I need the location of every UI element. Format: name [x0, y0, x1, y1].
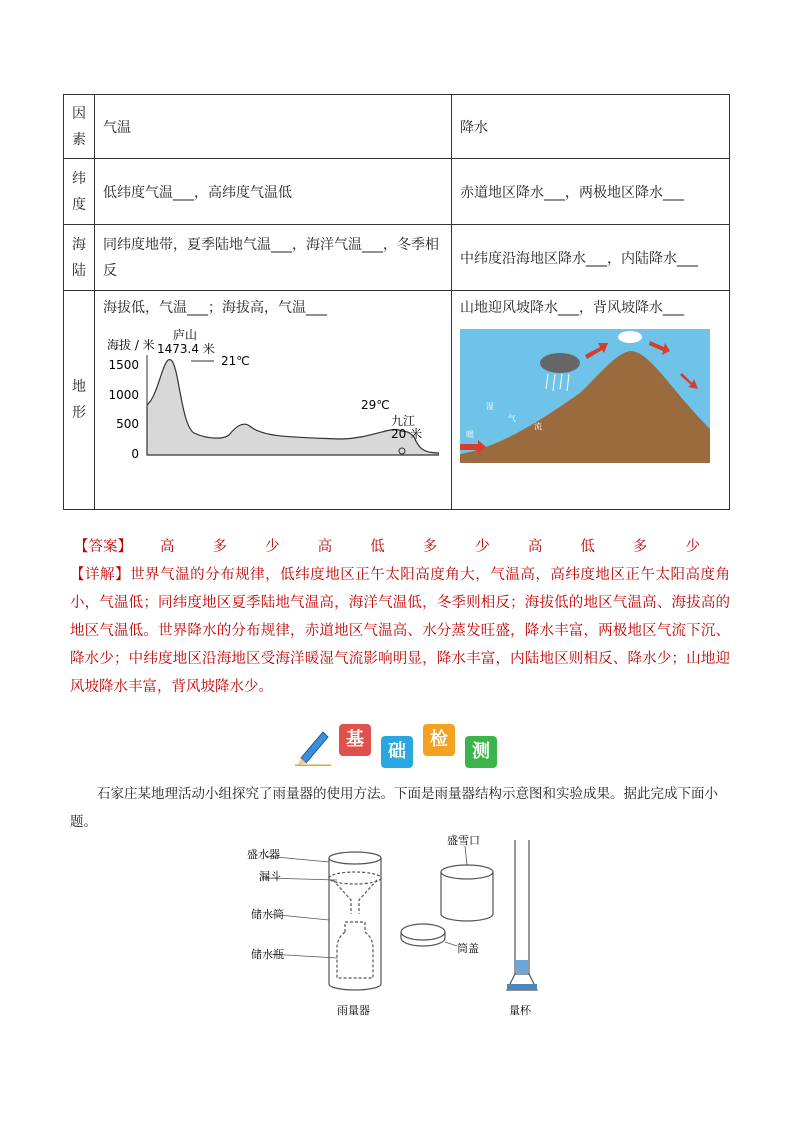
title-char: 检: [423, 724, 455, 756]
answer-word: 高: [317, 539, 333, 555]
row-temp: 低纬度气温___，高纬度气温低: [95, 159, 452, 225]
water-level: [516, 960, 528, 974]
peak-height: 1473.4 米: [157, 342, 215, 356]
answer-label: 【答案】: [74, 539, 132, 555]
row-temp: 海拔低，气温___；海拔高，气温___: [103, 300, 327, 316]
answer-word: 高: [160, 539, 175, 555]
answer-word: 少: [265, 539, 280, 555]
gauge-label: 漏斗: [259, 870, 281, 883]
row-temp: 同纬度地带，夏季陆地气温___，海洋气温___，冬季相反: [95, 225, 452, 291]
flow-label: 暖: [466, 430, 474, 439]
answer-word: 多: [632, 539, 648, 555]
flow-label: 湿: [486, 402, 494, 411]
row-factor: 纬度: [64, 159, 95, 225]
answer-word: 多: [422, 539, 438, 555]
row-precip: 山地迎风坡降水___，背风坡降水___: [460, 300, 684, 316]
gauge-label: 储水瓶: [251, 948, 284, 961]
snow-mouth-label: 盛雪口: [447, 834, 480, 847]
factor-table: [63, 94, 730, 510]
ytick: 500: [116, 417, 139, 431]
answer-word: 少: [475, 539, 490, 555]
header-precip: 降水: [452, 95, 730, 159]
answer-word: 低: [580, 539, 595, 555]
header-factor: 因素: [64, 95, 95, 159]
gauge-caption: 雨量器: [337, 1004, 370, 1017]
flow-label: 气: [508, 414, 516, 423]
low-name: 九江: [391, 414, 416, 428]
flow-label: 流: [534, 422, 542, 431]
rain-gauge-diagram: [245, 832, 585, 1022]
answer-word: 少: [685, 539, 700, 555]
gauge-label: 盛水器: [247, 848, 280, 861]
answer-word: 低: [370, 539, 385, 555]
detail-text: 世界气温的分布规律，低纬度地区正午太阳高度角大，气温高，高纬度地区正午太阳高度角小，气温低；同纬度地区夏季陆地气温高，海洋气温低，冬季则相反；海拔低的地区气温高、海拔高的地区气温低。世界降水的分布规律，赤道地区气温高、水分蒸发旺盛，降水丰富，两极地区气流下沉、降水少；中纬度地区沿海地区受海洋暖湿气流影响明显，降水丰富，内陆地区则相反、降水少；山地迎风坡降水丰富，背风坡降水少。: [70, 567, 730, 695]
row-factor: 地形: [64, 291, 95, 510]
ytick: 0: [131, 447, 139, 461]
peak-name: 庐山: [173, 328, 198, 342]
mountain-diagram: [460, 329, 710, 463]
title-char: 基: [339, 724, 371, 756]
lid-label: 筒盖: [457, 942, 479, 955]
question-intro: 石家庄某地理活动小组探究了雨量器的使用方法。下面是雨量器结构示意图和实验成果。据此完成下面小题。: [70, 786, 718, 830]
ytick: 1000: [108, 388, 139, 402]
pencil-icon: [295, 726, 331, 766]
detail-paragraph: [70, 561, 730, 701]
row-precip: 赤道地区降水___，两极地区降水___: [452, 159, 730, 225]
rain-cloud: [540, 353, 580, 373]
elevation-chart: [99, 325, 439, 505]
row-precip: 中纬度沿海地区降水___，内陆降水___: [452, 225, 730, 291]
cup-label: 量杯: [509, 1004, 531, 1017]
header-temp: 气温: [95, 95, 452, 159]
terrain-temp-cell: [95, 291, 452, 510]
chart-ylabel: 海拔 / 米: [107, 338, 155, 352]
detail-label: 【详解】: [70, 567, 131, 583]
title-char: 测: [465, 736, 497, 768]
cloud: [618, 331, 642, 343]
ytick: 1500: [108, 358, 139, 372]
answer-word: 多: [212, 539, 228, 555]
answer-words: [160, 535, 700, 556]
low-height: 20 米: [391, 427, 423, 441]
terrain-precip-cell: [452, 291, 730, 510]
row-factor: 海陆: [64, 225, 95, 291]
low-temp: 29℃: [361, 398, 390, 412]
title-char: 础: [381, 736, 413, 768]
answer-word: 高: [527, 539, 543, 555]
gauge-label: 储水筒: [251, 908, 284, 921]
peak-temp: 21℃: [221, 354, 250, 368]
cup-base: [507, 984, 537, 990]
